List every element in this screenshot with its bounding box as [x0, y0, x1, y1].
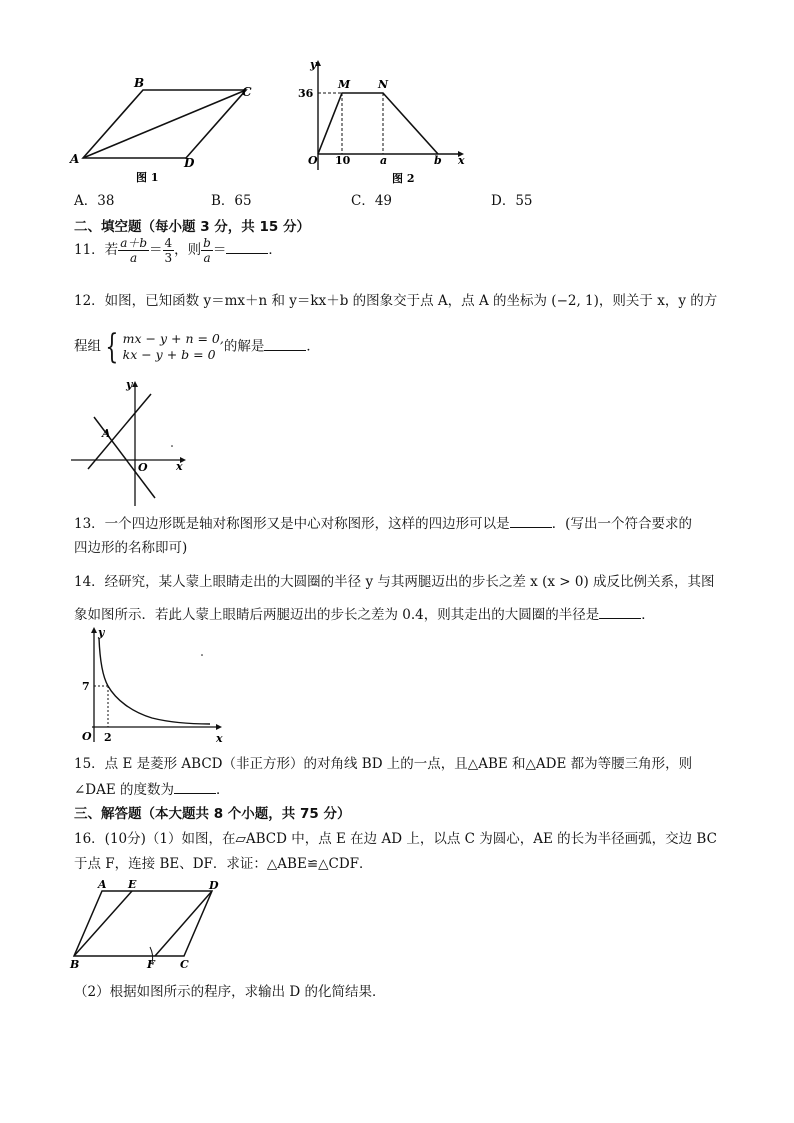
fig1-caption: 图 1: [136, 171, 159, 184]
q16-fig-a: A: [98, 878, 107, 891]
q14-fig-2: 2: [104, 731, 112, 744]
q16-fig-b: B: [70, 958, 80, 971]
q12-fig-x: x: [176, 460, 183, 473]
q16-fig-e: E: [128, 878, 137, 891]
fig1-label-d: D: [184, 156, 195, 170]
question-11: 11．若 $\frac{a+b}{a}$ ＝ $\frac{4}{3}$ ，则 $\frac{b}{a}$ ＝ ．: [74, 236, 282, 265]
q12-fig-o: O: [138, 461, 148, 474]
q11-answer-blank: [226, 241, 268, 254]
q14-fig-o: O: [82, 730, 92, 743]
fig1-label-c: C: [242, 85, 252, 99]
q16-line-2: 于点 F，连接 BE、DF．求证：△ABE≌△CDF．: [74, 856, 373, 872]
q14-line-1: 14．经研究，某人蒙上眼睛走出的大圆圈的半径 y 与其两腿迈出的步长之差 x (x > 0) 成反比例关系，其图: [74, 574, 715, 590]
figure-1-parallelogram: [66, 74, 266, 184]
q10-option-b: B．65: [211, 193, 252, 209]
q11-fraction-4-3: $\frac{4}{3}$: [164, 236, 173, 265]
q12-line-2: 程组 { mx − y + n = 0, kx − y + b = 0 的解是 ．: [74, 327, 320, 367]
section-3-heading: 三、解答题（本大题共 8 个小题，共 75 分）: [74, 806, 351, 822]
fig2-tick-36: 36: [298, 87, 314, 100]
q13-answer-blank: [510, 515, 552, 528]
fig2-axis-x: x: [458, 154, 465, 167]
q13-line-1: 13．一个四边形既是轴对称图形又是中心对称图形，这样的四边形可以是 ．(写出一个符合要求的: [74, 516, 692, 532]
fig2-axis-y: y: [310, 58, 317, 71]
fig2-caption: 图 2: [392, 172, 415, 185]
fig2-tick-10: 10: [335, 154, 351, 167]
q16-fig-f: F: [147, 958, 155, 971]
q15-line-1: 15．点 E 是菱形 ABCD（非正方形）的对角线 BD 上的一点，且△ABE 和△ADE 都为等腰三角形，则: [74, 756, 693, 772]
q14-fig-y: y: [98, 626, 105, 639]
fig1-label-a: A: [70, 152, 80, 166]
q16-fig-d: D: [209, 879, 219, 892]
fig2-point-m: M: [338, 78, 351, 91]
q11-prefix: 11．若: [74, 242, 119, 258]
q16-line-1: 16．(10分)（1）如图，在▱ABCD 中，点 E 在边 AD 上，以点 C 为圆心，AE 的长为半径画弧，交边 BC: [74, 831, 717, 847]
q14-figure: [72, 624, 232, 749]
section-2-heading: 二、填空题（每小题 3 分，共 15 分）: [74, 219, 310, 235]
q13-line-2: 四边形的名称即可): [74, 540, 188, 556]
fig2-tick-a: a: [380, 154, 388, 167]
q14-answer-blank: [599, 606, 641, 619]
q14-fig-7: 7: [82, 680, 90, 693]
fig2-tick-b: b: [434, 154, 442, 167]
figure-2-graph: [290, 58, 470, 188]
fig1-label-b: B: [134, 76, 145, 90]
q12-figure: [66, 378, 196, 508]
fig2-point-n: N: [378, 78, 389, 91]
q11-fraction-b-over-a: $\frac{b}{a}$: [203, 236, 211, 265]
q15-answer-blank: [174, 781, 216, 794]
q14-fig-x: x: [216, 732, 223, 745]
q16-part-2: （2）根据如图所示的程序，求输出 D 的化简结果．: [74, 984, 386, 1000]
q12-eq1: mx − y + n = 0,: [122, 331, 224, 346]
q12-eq2: kx − y + b = 0: [122, 347, 216, 362]
q10-option-c: C．49: [351, 193, 393, 209]
q15-line-2: ∠DAE 的度数为 ．: [74, 782, 230, 798]
q12-answer-blank: [264, 338, 306, 351]
q12-fig-a: A: [102, 427, 111, 440]
q12-fig-y: y: [126, 378, 133, 391]
q16-figure: [66, 877, 236, 972]
fig2-origin: O: [308, 154, 318, 167]
q16-fig-c: C: [180, 958, 189, 971]
q11-fraction-ab-over-a: $\frac{a+b}{a}$: [120, 236, 148, 265]
q10-option-a: A．38: [74, 193, 115, 209]
q10-option-d: D．55: [491, 193, 533, 209]
q14-line-2: 象如图所示．若此人蒙上眼睛后两腿迈出的步长之差为 0.4，则其走出的大圆圈的半径是 ．: [74, 607, 655, 623]
q12-line-1: 12．如图，已知函数 y＝mx＋n 和 y＝kx＋b 的图象交于点 A，点 A 的坐标为 (−2, 1)，则关于 x，y 的方: [74, 293, 718, 309]
